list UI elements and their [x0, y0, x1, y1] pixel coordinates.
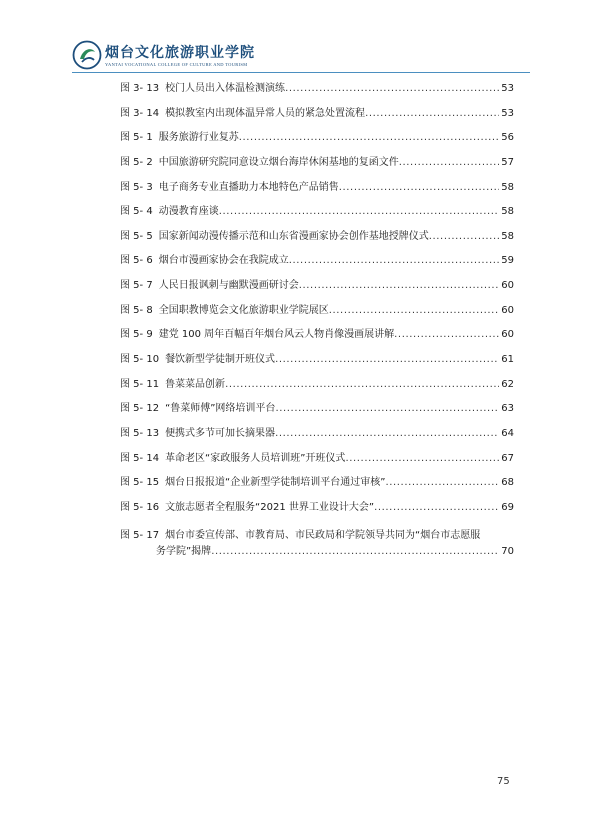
figure-number: 图 5- 12: [120, 403, 160, 415]
school-logo-icon: [72, 40, 102, 70]
figure-title: 鲁菜菜品创新: [165, 378, 226, 390]
page-ref: 70: [501, 545, 514, 557]
figure-number: 图 3- 14: [120, 107, 160, 119]
page-ref: 62: [501, 378, 514, 390]
toc-entry[interactable]: [120, 107, 514, 132]
figure-title: 动漫教育座谈: [158, 206, 219, 218]
page-ref: 58: [501, 181, 514, 193]
page-ref: 68: [501, 477, 514, 489]
header-divider: [72, 72, 530, 73]
figure-title: 电子商务专业直播助力本地特色产品销售: [158, 181, 339, 193]
toc-entry[interactable]: [120, 328, 514, 353]
figure-title: 烟台市委宣传部、市教育局、市民政局和学院领导共同为“烟台市志愿服: [165, 529, 481, 541]
school-name: 烟台文化旅游职业学院: [105, 45, 255, 61]
figure-title-continued: 务学院”揭牌: [156, 545, 212, 557]
figure-number: 图 5- 11: [120, 378, 160, 390]
dot-leader: [339, 181, 500, 195]
page-ref: 64: [501, 427, 514, 439]
figure-title: “鲁菜师傅”网络培训平台: [165, 403, 276, 415]
toc-entry[interactable]: [120, 528, 514, 560]
figure-number: 图 5- 8: [120, 304, 153, 316]
figure-number: 图 5- 14: [120, 452, 160, 464]
toc-entry[interactable]: [120, 131, 514, 156]
page-ref: 67: [501, 452, 514, 464]
figure-title: 服务旅游行业复苏: [158, 132, 239, 144]
toc-entry[interactable]: [120, 378, 514, 403]
toc-entry[interactable]: [120, 501, 514, 526]
dot-leader: [239, 131, 500, 145]
page-ref: 60: [501, 280, 514, 292]
toc-entry[interactable]: [120, 476, 514, 501]
page-ref: 53: [501, 107, 514, 119]
figure-title: 革命老区“家政服务人员培训班”开班仪式: [165, 452, 346, 464]
page-ref: 60: [501, 329, 514, 341]
dot-leader: [211, 544, 499, 560]
figure-title: 烟台日报报道“企业新型学徒制培训平台通过审核”: [165, 477, 386, 489]
figure-title: 全国职教博览会文化旅游职业学院展区: [158, 304, 329, 316]
figure-title: 人民日报讽刺与幽默漫画研讨会: [158, 280, 299, 292]
figure-title: 便携式多节可加长摘果器: [165, 427, 276, 439]
page-ref: 59: [501, 255, 514, 267]
toc-entry[interactable]: [120, 427, 514, 452]
figure-number: 图 5- 15: [120, 477, 160, 489]
dot-leader: [399, 156, 500, 170]
figure-number: 图 5- 1: [120, 132, 153, 144]
figure-title: 模拟教室内出现体温异常人员的紧急处置流程: [165, 107, 366, 119]
figure-number: 图 5- 16: [120, 501, 160, 513]
dot-leader: [289, 254, 500, 268]
toc-entry[interactable]: [120, 205, 514, 230]
dot-leader: [365, 107, 499, 121]
dot-leader: [285, 82, 499, 96]
dot-leader: [385, 476, 499, 490]
figure-title: 国家新闻动漫传播示范和山东省漫画家协会创作基地授牌仪式: [158, 230, 429, 242]
figure-number: 图 5- 7: [120, 280, 153, 292]
dot-leader: [394, 328, 499, 342]
figure-list: [120, 82, 514, 560]
dot-leader: [225, 378, 499, 392]
school-name-en: YANTAI VOCATIONAL COLLEGE OF CULTURE AND TOURISM: [105, 62, 248, 67]
toc-entry[interactable]: [120, 452, 514, 477]
page-ref: 56: [501, 132, 514, 144]
page-number: 75: [497, 776, 510, 787]
figure-number: 图 5- 2: [120, 156, 153, 168]
dot-leader: [429, 230, 500, 244]
figure-number: 图 5- 17: [120, 529, 160, 541]
dot-leader: [275, 402, 499, 416]
page-header: [72, 40, 532, 80]
page-ref: 69: [501, 501, 514, 513]
dot-leader: [219, 205, 500, 219]
figure-number: 图 5- 13: [120, 427, 160, 439]
figure-number: 图 3- 13: [120, 83, 160, 94]
page-ref: 58: [501, 206, 514, 218]
page-ref: 61: [501, 354, 514, 366]
toc-entry[interactable]: [120, 402, 514, 427]
toc-entry[interactable]: [120, 254, 514, 279]
toc-entry[interactable]: [120, 304, 514, 329]
figure-title: 文旅志愿者全程服务“2021 世界工业设计大会”: [165, 501, 375, 513]
dot-leader: [275, 353, 499, 367]
dot-leader: [299, 279, 500, 293]
toc-entry[interactable]: [120, 230, 514, 255]
toc-entry[interactable]: [120, 156, 514, 181]
page-ref: 60: [501, 304, 514, 316]
figure-number: 图 5- 10: [120, 354, 160, 366]
figure-number: 图 5- 3: [120, 181, 153, 193]
page-ref: 53: [501, 83, 514, 94]
figure-title: 餐饮新型学徒制开班仪式: [165, 354, 276, 366]
figure-title: 烟台市漫画家协会在我院成立: [158, 255, 289, 267]
toc-entry[interactable]: [120, 82, 514, 107]
page-ref: 63: [501, 403, 514, 415]
figure-number: 图 5- 9: [120, 329, 153, 341]
toc-entry[interactable]: [120, 353, 514, 378]
dot-leader: [275, 427, 499, 441]
dot-leader: [329, 304, 500, 318]
figure-title: 校门人员出入体温检测演练: [165, 83, 286, 94]
toc-entry[interactable]: [120, 279, 514, 304]
figure-number: 图 5- 6: [120, 255, 153, 267]
dot-leader: [345, 452, 499, 466]
page-ref: 58: [501, 230, 514, 242]
dot-leader: [374, 501, 499, 515]
figure-title: 中国旅游研究院同意设立烟台海岸休闲基地的复函文件: [158, 156, 399, 168]
figure-title: 建党 100 周年百幅百年烟台风云人物肖像漫画展讲解: [158, 329, 395, 341]
figure-number: 图 5- 5: [120, 230, 153, 242]
figure-number: 图 5- 4: [120, 206, 153, 218]
toc-entry[interactable]: [120, 181, 514, 206]
page-ref: 57: [501, 156, 514, 168]
